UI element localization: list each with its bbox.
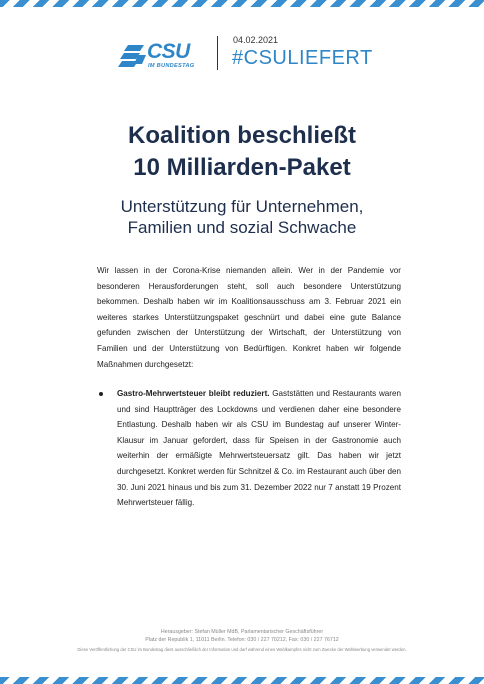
footer-address: Platz der Republik 1, 11011 Berlin. Telefon: 030 / 227 70212, Fax: 030 / 227 76712: [145, 637, 339, 643]
logo-subtitle: IM BUNDESTAG: [148, 63, 195, 69]
subheadline-line-2: Familien und sozial Schwache: [127, 218, 357, 237]
subheadline-line-1: Unterstützung für Unternehmen,: [120, 197, 364, 216]
csu-logo: [118, 42, 208, 74]
footer-disclaimer: Diese Veröffentlichung der CSU im Bundestag dient ausschließlich der Information und darf während eines Wahlkampfes nicht zum Zwecke der Wahlwerbung verwendet werden.: [77, 647, 407, 652]
headline-line-2: 10 Milliarden-Paket: [133, 154, 351, 181]
header-divider: [217, 36, 218, 70]
logo-wordmark: CSU: [147, 40, 190, 63]
lion-emblem-icon: [118, 42, 148, 72]
campaign-hashtag: #CSULIEFERT: [232, 47, 373, 69]
headline-line-1: Koalition beschließt: [127, 122, 357, 149]
bullet-icon: [99, 392, 103, 396]
bullet-body: Gaststätten und Restaurants waren und sind Hauptträger des Lockdowns und verdienen daher eine besondere Entlastung. Deshalb haben wir als CSU im Bundestag auf unserer Winter-Klausur im Januar gefordert, dass für Speisen in der Gastronomie auch weiterhin der ermäßigte Mehrwertsteuersatz gilt. Das haben wir jetzt durchgesetzt. Konkret werden für Schnitzel & Co. im Restaurant auch über den 30. Juni 2021 hinaus und bis zum 31. Dezember 2022 nur 7 anstatt 19 Prozent Mehrwertsteuer fällig.: [117, 389, 401, 508]
publication-date: 04.02.2021: [233, 35, 279, 45]
list-item: [117, 386, 401, 511]
top-stripe-border: [0, 0, 484, 7]
footer-publisher: Herausgeber: Stefan Müller MdB, Parlamentarischer Geschäftsführer: [160, 629, 324, 635]
intro-paragraph: Wir lassen in der Corona-Krise niemanden allein. Wer in der Pandemie vor besonderen Herausforderungen steht, soll auch besondere Unterstützung bekommen. Deshalb haben wir im Koalitionsausschuss am 3. Februar 2021 ein weiteres starkes Unterstützungspaket geschnürt und dabei eine gute Balance gefunden zwischen der Unterstützung der Wirtschaft, der Unterstützung von Familien und der Unterstützung von Bedürftigen. Konkret haben wir folgende Maßnahmen durchgesetzt:: [97, 266, 401, 369]
bottom-stripe-border: [0, 677, 484, 684]
bullet-heading: Gastro-Mehrwertsteuer bleibt reduziert.: [117, 389, 270, 398]
